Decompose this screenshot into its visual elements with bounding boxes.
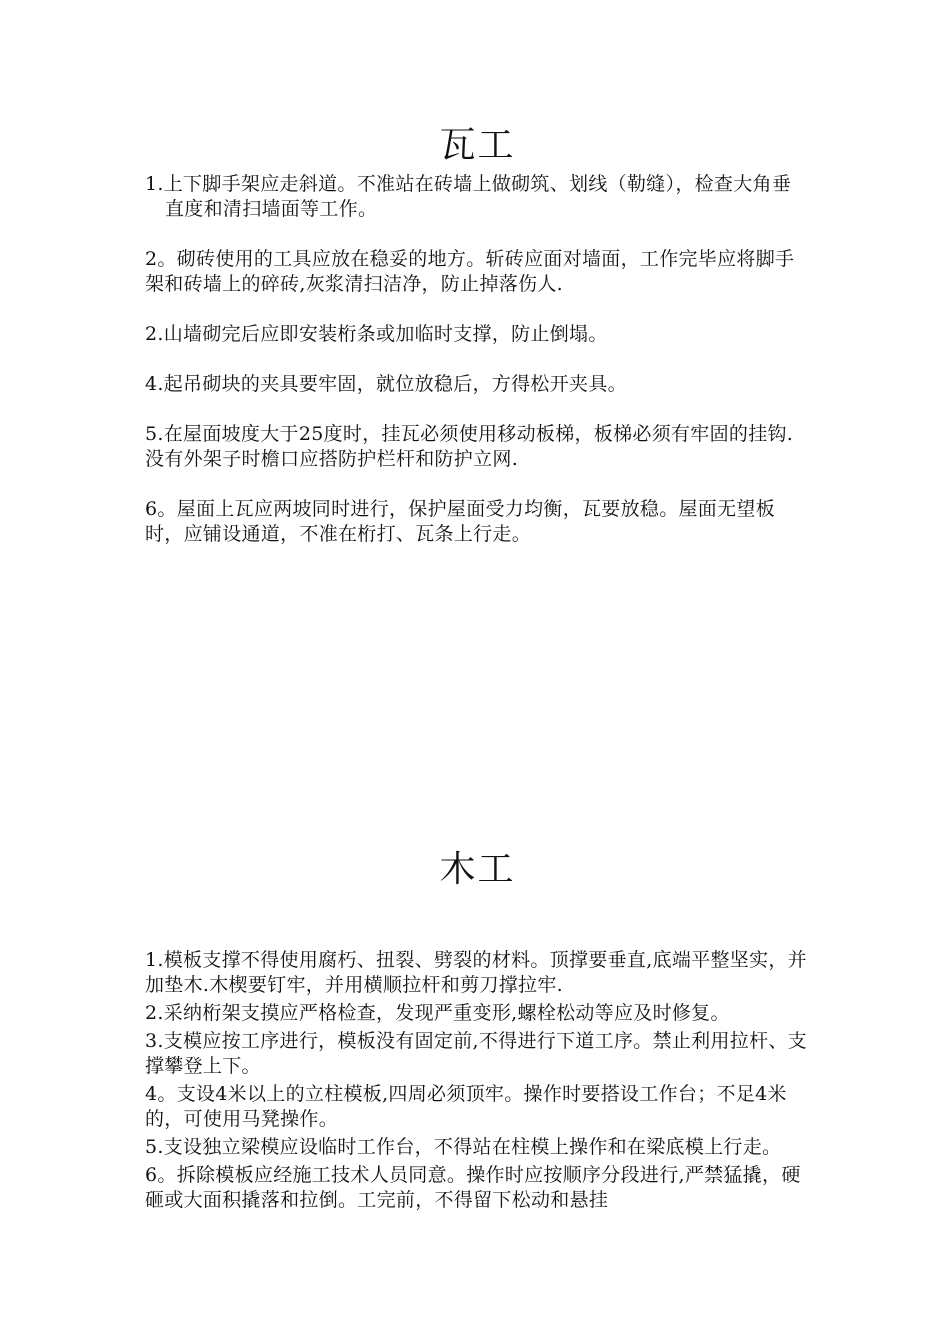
wagong-item-6: 6。屋面上瓦应两坡同时进行，保护屋面受力均衡，瓦要放稳。屋面无望板时，应铺设通道，不准在桁打、瓦条上行走。 [145,498,775,545]
section-wagong [145,125,810,572]
wagong-item-3: 2.山墙砌完后应即安装桁条或加临时支撑，防止倒塌。 [145,323,608,345]
section-mugong [145,849,810,1216]
mugong-item-4: 4。支设4米以上的立柱模板,四周必须顶牢。操作时要搭设工作台；不足4米的，可使用马凳操作。 [145,1083,787,1130]
mugong-item-6: 6。拆除模板应经施工技术人员同意。操作时应按顺序分段进行,严禁猛撬，硬砸或大面积撬落和拉倒。工完前，不得留下松动和悬挂 [145,1164,801,1211]
mugong-item-5: 5.支设独立梁模应设临时工作台，不得站在柱模上操作和在梁底模上行走。 [145,1136,782,1158]
wagong-item-5: 5.在屋面坡度大于25度时，挂瓦必须使用移动板梯，板梯必须有牢固的挂钩.没有外架子时檐口应搭防护栏杆和防护立网. [145,423,794,470]
mugong-item-3: 3.支模应按工序进行，模板没有固定前,不得进行下道工序。禁止利用拉杆、支撑攀登上下。 [145,1030,807,1077]
mugong-item-2: 2.采纳桁架支摸应严格检查，发现严重变形,螺栓松动等应及时修复。 [145,1002,730,1024]
wagong-item-2: 2。砌砖使用的工具应放在稳妥的地方。斩砖应面对墙面，工作完毕应将脚手架和砖墙上的碎砖,灰浆清扫洁净，防止掉落伤人. [145,248,795,295]
mugong-item-1: 1.模板支撑不得使用腐朽、扭裂、劈裂的材料。顶撑要垂直,底端平整坚实，并加垫木.木楔要钉牢，并用横顺拉杆和剪刀撑拉牢. [145,949,807,996]
section-title-mugong: 木工 [439,849,516,890]
wagong-item-1: 1.上下脚手架应走斜道。不准站在砖墙上做砌筑、划线（勒缝），检查大角垂直度和清扫墙面等工作。 [145,173,792,220]
section-title-wagong: 瓦工 [439,125,516,166]
wagong-item-4: 4.起吊砌块的夹具要牢固，就位放稳后，方得松开夹具。 [145,373,627,395]
